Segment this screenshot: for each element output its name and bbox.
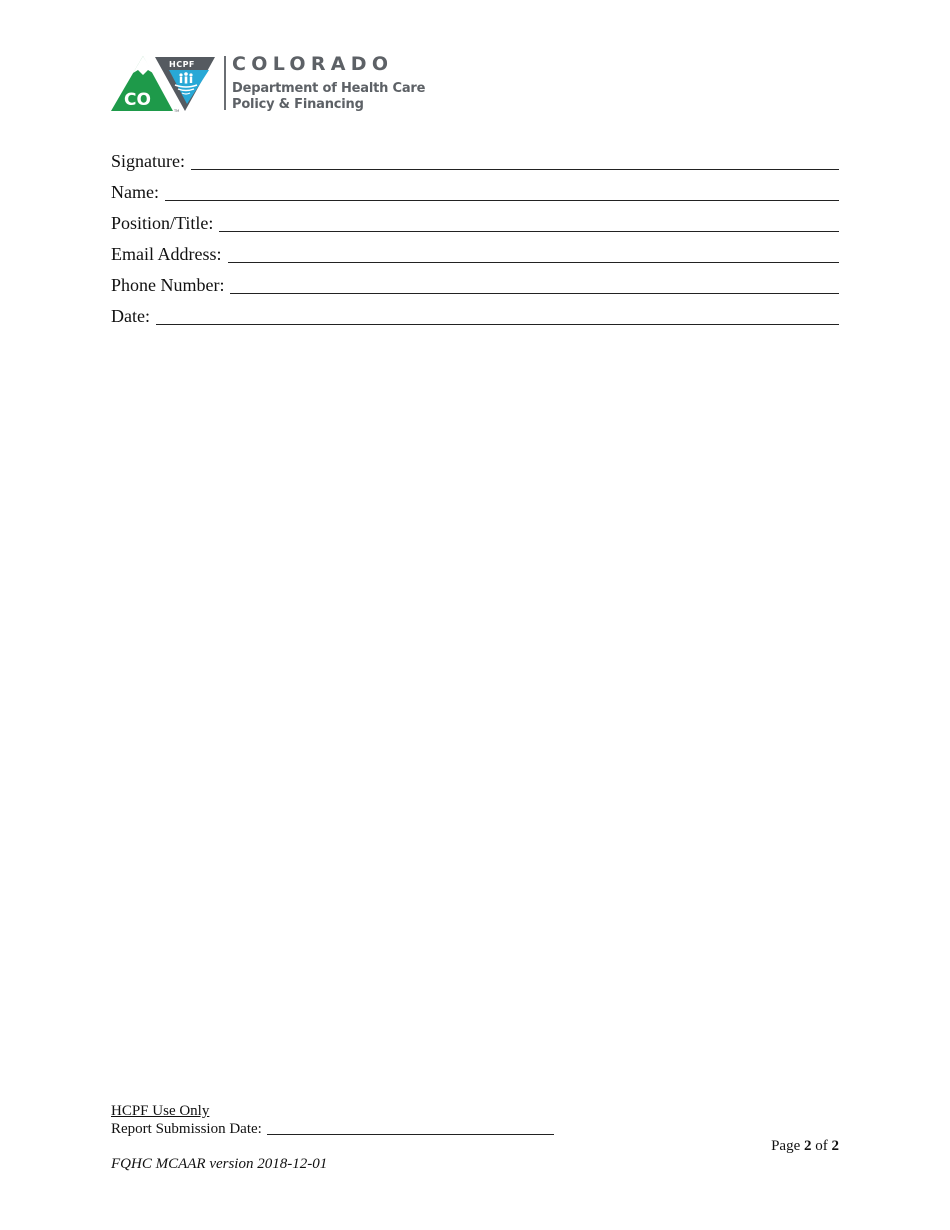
report-submission-line[interactable] (267, 1134, 554, 1135)
phone-number-label: Phone Number: (111, 275, 225, 295)
page-current: 2 (804, 1138, 812, 1154)
svg-text:HCPF: HCPF (169, 60, 195, 69)
hcpf-use-only-section (111, 1102, 554, 1138)
email-address-label: Email Address: (111, 244, 222, 264)
position-title-label: Position/Title: (111, 213, 214, 233)
logo-divider (224, 56, 226, 110)
svg-text:CO: CO (124, 90, 151, 110)
page-of: of (815, 1138, 828, 1154)
phone-number-line[interactable] (230, 293, 839, 294)
hcpf-use-only-heading: HCPF Use Only (111, 1103, 210, 1119)
org-name: COLORADO (232, 53, 394, 75)
page-number (771, 1138, 839, 1155)
page-prefix: Page (771, 1138, 801, 1154)
name-label: Name: (111, 182, 159, 202)
report-submission-field (111, 1120, 554, 1138)
report-submission-label: Report Submission Date: (111, 1121, 262, 1137)
position-title-line[interactable] (219, 231, 839, 232)
position-title-field (111, 203, 839, 234)
department-name-line2: Policy & Financing (232, 97, 364, 112)
name-field (111, 172, 839, 203)
department-name-line1: Department of Health Care (232, 81, 426, 96)
date-line[interactable] (156, 324, 839, 325)
date-label: Date: (111, 306, 150, 326)
email-address-line[interactable] (228, 262, 840, 263)
signature-field (111, 141, 839, 172)
phone-number-field (111, 265, 839, 296)
date-field (111, 296, 839, 327)
svg-text:TM: TM (174, 109, 180, 113)
email-address-field (111, 234, 839, 265)
document-version: FQHC MCAAR version 2018-12-01 (111, 1156, 328, 1172)
page-total: 2 (831, 1138, 839, 1154)
signature-form (111, 141, 839, 327)
signature-label: Signature: (111, 151, 185, 171)
name-line[interactable] (165, 200, 839, 201)
signature-line[interactable] (191, 169, 839, 170)
